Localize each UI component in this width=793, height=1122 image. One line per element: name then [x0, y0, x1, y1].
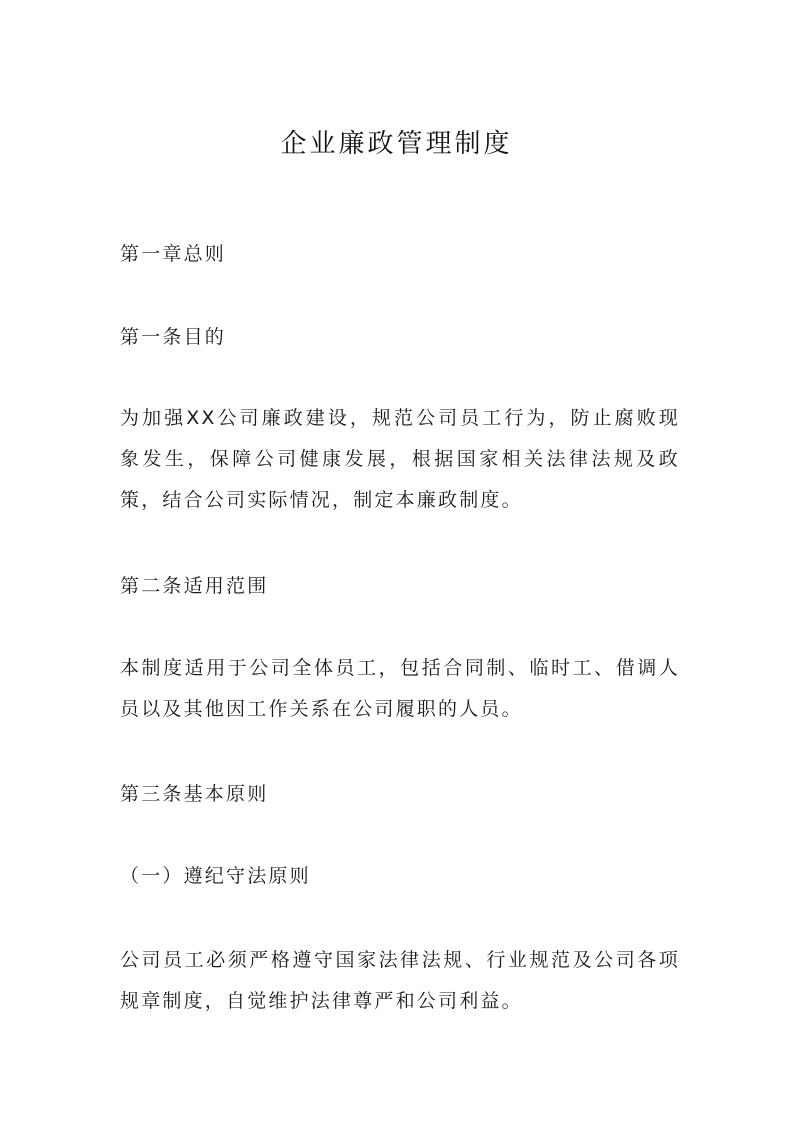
paragraph-law: 公司员工必须严格遵守国家法律法规、行业规范及公司各项规章制度，自觉维护法律尊严和公司利益。 — [120, 949, 680, 1012]
paragraph-scope: 本制度适用于公司全体员工，包括合同制、临时工、借调人员以及其他因工作关系在公司履职的人员。 — [120, 657, 680, 720]
principle-heading-law: （一）遵纪守法原则 — [120, 865, 311, 887]
document-title: 企业廉政管理制度 — [280, 129, 513, 159]
paragraph-purpose: 为加强XX公司廉政建设，规范公司员工行为，防止腐败现象发生，保障公司健康发展，根据国家相关法律法规及政策，结合公司实际情况，制定本廉政制度。 — [120, 407, 680, 511]
article-heading-principles: 第三条基本原则 — [120, 783, 269, 805]
article-heading-purpose: 第一条目的 — [120, 326, 227, 348]
article-heading-scope: 第二条适用范围 — [120, 575, 269, 597]
chapter-heading: 第一章总则 — [120, 243, 227, 265]
